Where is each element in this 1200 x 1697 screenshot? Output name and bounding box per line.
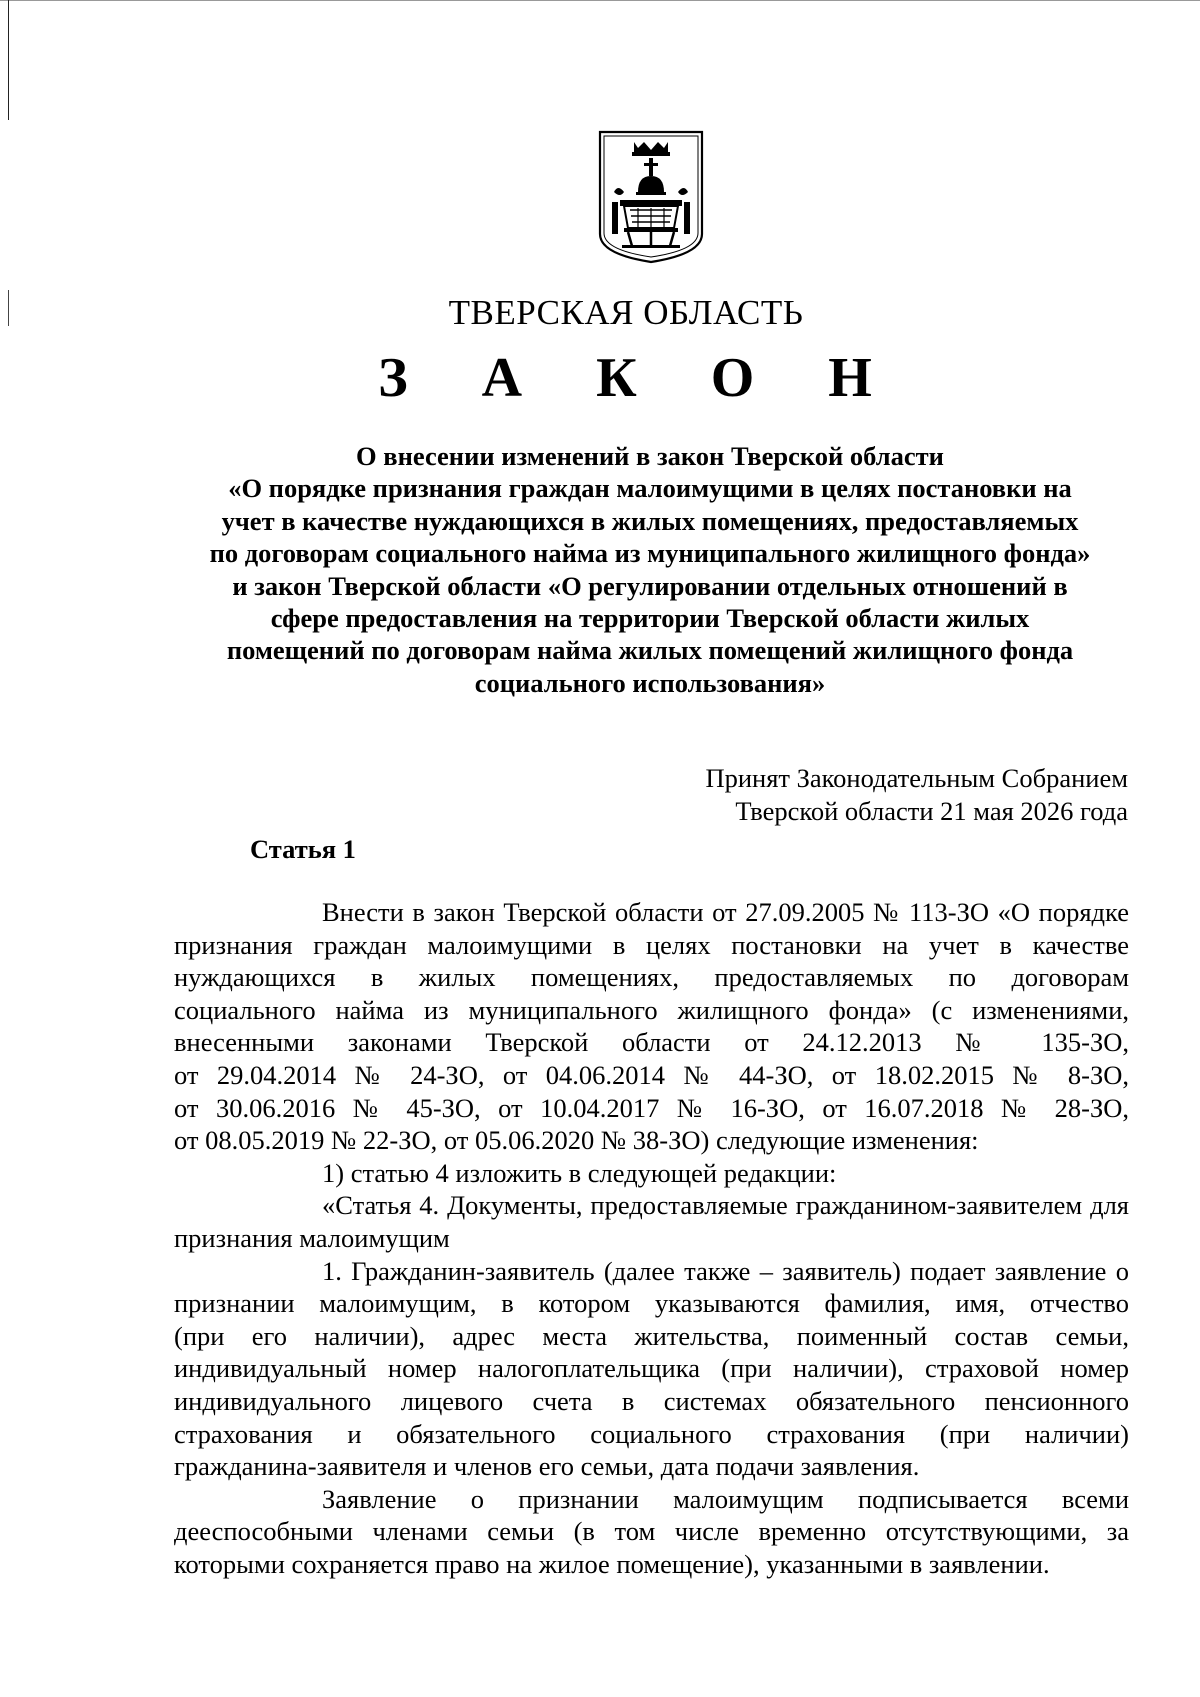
- body-line: внесенными законами Тверской области от 24.12.2013 № 135-ЗО,: [174, 1027, 1129, 1058]
- body-line: признания малоимущим: [174, 1222, 450, 1253]
- document-type-title: З А К О Н: [378, 347, 902, 409]
- body-line: социального найма из муниципального жилищного фонда» (с изменениями,: [174, 994, 1129, 1025]
- subject-line: «О порядке признания граждан малоимущими в целях постановки на: [228, 473, 1072, 504]
- subject-line: помещений по договорам найма жилых помещений жилищного фонда: [226, 635, 1074, 666]
- body-line: от 30.06.2016 № 45-ЗО, от 10.04.2017 № 16-ЗО, от 16.07.2018 № 28-ЗО,: [174, 1092, 1129, 1123]
- body-line: Внести в закон Тверской области от 27.09.2005 № 113-ЗО «О порядке: [322, 897, 1129, 927]
- body-line: 1) статью 4 изложить в следующей редакции:: [322, 1157, 837, 1188]
- body-line: «Статья 4. Документы, предоставляемые гражданином-заявителем для: [322, 1190, 1129, 1221]
- adoption-line: Тверской области 21 мая 2026 года: [735, 796, 1128, 826]
- body-line: нуждающихся в жилых помещениях, предоставляемых по договорам: [174, 962, 1129, 993]
- region-name: ТВЕРСКАЯ ОБЛАСТЬ: [448, 293, 804, 332]
- body-line: (при его наличии), адрес места жительства, поименный состав семьи,: [174, 1320, 1129, 1351]
- body-line: от 29.04.2014 № 24-ЗО, от 04.06.2014 № 44-ЗО, от 18.02.2015 № 8-ЗО,: [174, 1059, 1129, 1090]
- subject-line: учет в качестве нуждающихся в жилых помещениях, предоставляемых: [221, 505, 1079, 536]
- adoption-note: [705, 762, 1128, 828]
- body-line: индивидуальный номер налогоплательщика (при наличии), страховой номер: [174, 1353, 1129, 1384]
- body-line: от 08.05.2019 № 22-ЗО, от 05.06.2020 № 38-ЗО) следующие изменения:: [174, 1125, 979, 1156]
- body-line: Заявление о признании малоимущим подписывается всеми: [322, 1483, 1129, 1514]
- body-line: страхования и обязательного социального страхования (при наличии): [174, 1418, 1129, 1449]
- body-line: 1. Гражданин-заявитель (далее также – заявитель) подает заявление о: [322, 1255, 1129, 1286]
- scan-edge-left: [8, 0, 9, 120]
- article-body: [174, 896, 1129, 1580]
- coat-of-arms-emblem: [598, 130, 704, 264]
- scan-edge-top: [0, 0, 1200, 1]
- article-heading: Статья 1: [250, 834, 356, 864]
- body-line: признании малоимущим, в котором указываются фамилия, имя, отчество: [174, 1288, 1129, 1319]
- subject-line: по договорам социального найма из муниципального жилищного фонда»: [209, 538, 1091, 569]
- body-line: гражданина-заявителя и членов его семьи, дата подачи заявления.: [174, 1451, 920, 1482]
- body-line: дееспособными членами семьи (в том числе временно отсутствующими, за: [174, 1516, 1129, 1547]
- adoption-line: Принят Законодательным Собранием: [705, 763, 1128, 793]
- subject-line: и закон Тверской области «О регулировании отдельных отношений в: [232, 570, 1068, 601]
- subject-line: сфере предоставления на территории Тверской области жилых: [270, 603, 1030, 634]
- law-subject-title: [170, 440, 1130, 699]
- body-line: индивидуального лицевого счета в системах обязательного пенсионного: [174, 1385, 1129, 1416]
- body-line: которыми сохраняется право на жилое помещение), указанными в заявлении.: [174, 1548, 1050, 1579]
- subject-line: О внесении изменений в закон Тверской области: [356, 441, 944, 471]
- subject-line: социального использования»: [474, 667, 826, 698]
- body-line: признания граждан малоимущими в целях постановки на учет в качестве: [174, 929, 1129, 960]
